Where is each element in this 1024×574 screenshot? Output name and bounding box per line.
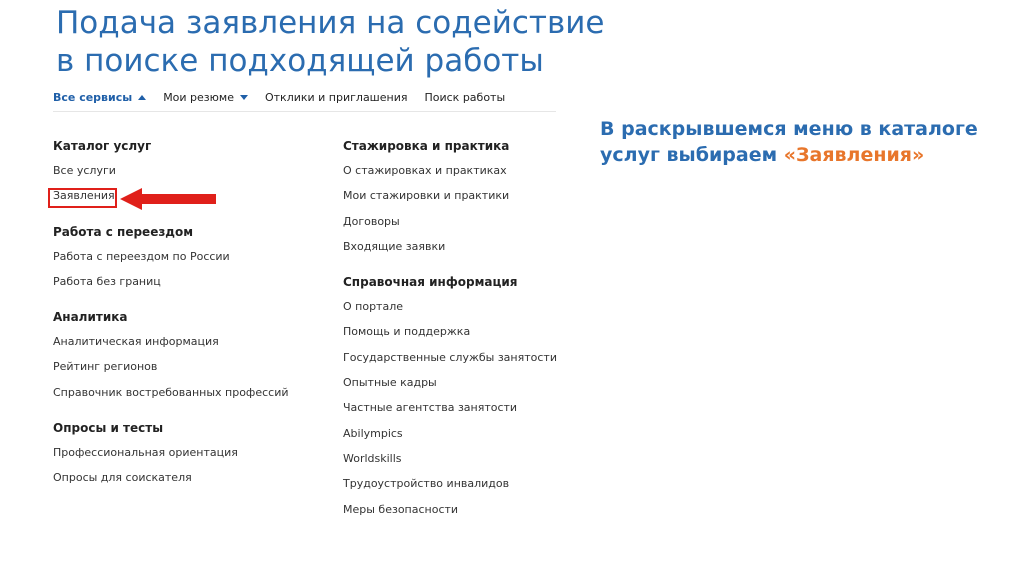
- menu-group-title: Стажировка и практика: [343, 139, 510, 153]
- menu-link-disabled-employment[interactable]: Трудоустройство инвалидов: [343, 477, 510, 491]
- menu-link-worldskills[interactable]: Worldskills: [343, 451, 402, 465]
- menu-link-analytics-info[interactable]: Аналитическая информация: [53, 335, 219, 349]
- instruction-note-accent: «Заявления»: [783, 144, 925, 166]
- menu-group-relocation: [53, 223, 313, 295]
- menu-link-experienced-staff[interactable]: Опытные кадры: [343, 376, 437, 390]
- caret-up-icon: [138, 95, 146, 100]
- menu-link-safety-measures[interactable]: Меры безопасности: [343, 502, 459, 516]
- menu-link-my-internships[interactable]: Мои стажировки и практики: [343, 189, 510, 203]
- menu-group-title: Каталог услуг: [53, 139, 152, 153]
- nav-my-resumes-label: Мои резюме: [163, 91, 234, 104]
- menu-group-title: Работа с переездом: [53, 224, 194, 239]
- menu-link-career-guidance[interactable]: Профессиональная ориентация: [53, 446, 238, 460]
- menu-link-professions-directory[interactable]: Справочник востребованных профессий: [53, 385, 289, 399]
- menu-link-employment-services[interactable]: Государственные службы занятости: [343, 350, 557, 364]
- slide-title: [56, 4, 736, 80]
- menu-group-analytics: [53, 308, 313, 405]
- services-nav-bar: [53, 84, 556, 112]
- instruction-note: [600, 116, 1010, 168]
- menu-link-work-without-borders[interactable]: Работа без границ: [53, 274, 161, 288]
- slide-title-line-2: в поиске подходящей работы: [56, 43, 544, 79]
- menu-link-applicant-surveys[interactable]: Опросы для соискателя: [53, 471, 192, 485]
- caret-down-icon: [240, 95, 248, 100]
- nav-all-services-label: Все сервисы: [53, 91, 133, 104]
- nav-my-resumes[interactable]: [163, 91, 248, 104]
- menu-link-about-portal[interactable]: О портале: [343, 300, 404, 314]
- menu-group-reference: [343, 273, 593, 522]
- menu-group-surveys: [53, 419, 313, 491]
- menu-group-title: Аналитика: [53, 310, 128, 325]
- red-arrow-icon: [120, 188, 216, 210]
- instruction-note-line-1: В раскрывшемся меню в каталоге: [600, 118, 978, 140]
- menu-link-all-services[interactable]: Все услуги: [53, 164, 116, 177]
- instruction-note-line-2: [600, 142, 1010, 168]
- menu-group-title: Опросы и тесты: [53, 421, 164, 436]
- nav-responses-label: Отклики и приглашения: [264, 91, 408, 104]
- menu-link-help-support[interactable]: Помощь и поддержка: [343, 325, 471, 339]
- nav-job-search-label: Поиск работы: [424, 91, 506, 104]
- menu-link-about-internships[interactable]: О стажировках и практиках: [343, 164, 507, 177]
- menu-link-incoming-requests[interactable]: Входящие заявки: [343, 239, 446, 253]
- menu-link-abilympics[interactable]: Abilympics: [343, 426, 403, 440]
- menu-link-contracts[interactable]: Договоры: [343, 214, 400, 228]
- menu-column-right: [343, 137, 593, 536]
- instruction-note-prefix: услуг выбираем: [600, 144, 784, 166]
- menu-group-title: Справочная информация: [343, 275, 518, 290]
- nav-job-search[interactable]: [424, 91, 505, 104]
- menu-link-private-agencies[interactable]: Частные агентства занятости: [343, 401, 518, 415]
- nav-all-services[interactable]: [53, 91, 146, 104]
- menu-group-internship: [343, 137, 593, 259]
- menu-link-relocation-russia[interactable]: Работа с переездом по России: [53, 249, 230, 263]
- nav-responses-invitations[interactable]: [265, 91, 408, 104]
- menu-link-region-rating[interactable]: Рейтинг регионов: [53, 360, 158, 374]
- slide-title-line-1: Подача заявления на содействие: [56, 5, 605, 41]
- menu-link-applications[interactable]: Заявления: [53, 189, 115, 203]
